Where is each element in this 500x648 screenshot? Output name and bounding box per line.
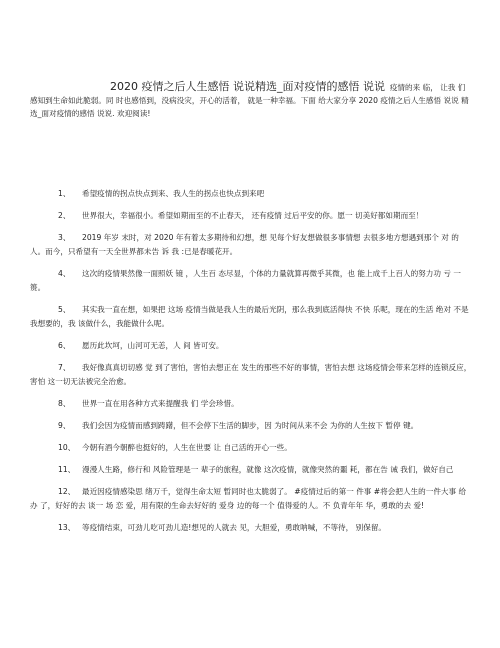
quote-item xyxy=(30,485,473,513)
quote-number: 3、 xyxy=(58,233,71,242)
quote-text: 今朝有酒今朝醉也挺好的，人生在世要 让 自己活的开心一些。 xyxy=(82,443,292,452)
quote-item xyxy=(30,463,473,477)
quote-number: 10、 xyxy=(58,443,76,452)
quote-text: 我好像真真切切感 觉 到了害怕，害怕去想正在 发生的那些不好的事情，害怕去想 这场疫情会带来怎样的连锁反应，害怕 这一切无法被完全治愈。 xyxy=(30,363,472,386)
quote-item xyxy=(30,267,473,295)
quote-text: 2019 年岁 末时，对 2020 年有着太多期待和幻想，想 见每个好友想做很多事情想 去很多地方想遇到那个 对 的人。而今，只希望有一天全世界都未告 诉 我 :已是春暖花开。 xyxy=(30,233,459,256)
quote-item xyxy=(30,521,473,535)
document-header xyxy=(30,80,470,120)
quote-item xyxy=(30,441,473,455)
quote-number: 13、 xyxy=(58,523,76,532)
quote-text: 其实我一直在想，如果把 这场 疫情当做是我人生的最后光阴，那么我到底活得快 不快 乐呢，现在的生活 绝对 不是我想要的，我 该做什么，我能做什么呢。 xyxy=(30,305,469,328)
quote-text: 最近因疫情感染思 绪万千，觉得生命太短 暂同时也太脆弱了。 #疫情过后的第一 件事 #将会把人生的一件大事 给办 了，好好的去 谈一 场 恋 爱，用有限的生命去好好的 爱身 边的每一个 值得爱的人。不 负青年年 华，勇敢的去 爱! xyxy=(30,487,467,510)
quote-number: 11、 xyxy=(58,465,76,474)
quote-item xyxy=(30,209,473,223)
quote-text: 世界很大，幸福很小。希望如期而至的不止春天， 还有疫情 过后平安的你。愿一 切美好都如期而至！ xyxy=(82,211,424,220)
quote-number: 6、 xyxy=(58,341,71,350)
quote-number: 8、 xyxy=(58,399,71,408)
quote-text: 希望疫情的拐点快点到来、我人生的拐点也快点到来吧 xyxy=(82,189,265,198)
quote-item xyxy=(30,303,473,331)
quote-number: 4、 xyxy=(58,269,71,278)
quote-item xyxy=(30,361,473,389)
quote-item xyxy=(30,187,473,201)
quote-text: 这次的疫情果然像一面照妖 镜 ，人生百 态尽显，个体的力量就算再微乎其微，也 能上成千上百人的努力功 亏 一篑。 xyxy=(30,269,461,292)
quote-text: 漫漫人生路，修行和 风险管理是一 辈子的旅程，就像 这次疫情，就像突然的噩 耗，都在告 诫 我们，做好自己 xyxy=(82,465,454,474)
document-title-tail: 疫 xyxy=(389,83,398,92)
quote-text: 我们会因为疫情而感到踌躇，但不会停下生活的脚步，因 为时间从来不会 为你的人生按下 暂停 键。 xyxy=(82,421,419,430)
document-title: 2020 疫情之后人生感悟 说说精选_面对疫情的感悟 说说 xyxy=(110,80,385,93)
quote-item xyxy=(30,419,473,433)
quote-number: 7、 xyxy=(58,363,71,372)
quote-item xyxy=(30,397,473,411)
quote-number: 12、 xyxy=(58,487,76,496)
quote-list xyxy=(30,187,473,543)
quote-text: 等疫情结束，可劲儿吃可劲儿造!想见的人就去 见，大胆爱，勇敢呐喊，不等待， 别保留。 xyxy=(82,523,387,532)
quote-number: 1、 xyxy=(58,189,71,198)
quote-item xyxy=(30,231,473,259)
quote-text: 世界一直在用各种方式来提醒我 们 学会珍惜。 xyxy=(82,399,239,408)
quote-item xyxy=(30,339,473,353)
quote-number: 5、 xyxy=(58,305,71,314)
quote-number: 9、 xyxy=(58,421,71,430)
quote-text: 愿历此坎坷，山河可无恙，人 间 皆可安。 xyxy=(82,341,224,350)
document-intro: 情的来 临， 让我 们 感知到生命如此脆弱。同 时也感悟到，没病没灾，开心的活着， 就是一种幸福。下面 给大家分享 2020 疫情之后人生感悟 说说 精选_面对疫情的感悟 说说. 欢迎阅读! xyxy=(30,83,469,118)
quote-number: 2、 xyxy=(58,211,71,220)
